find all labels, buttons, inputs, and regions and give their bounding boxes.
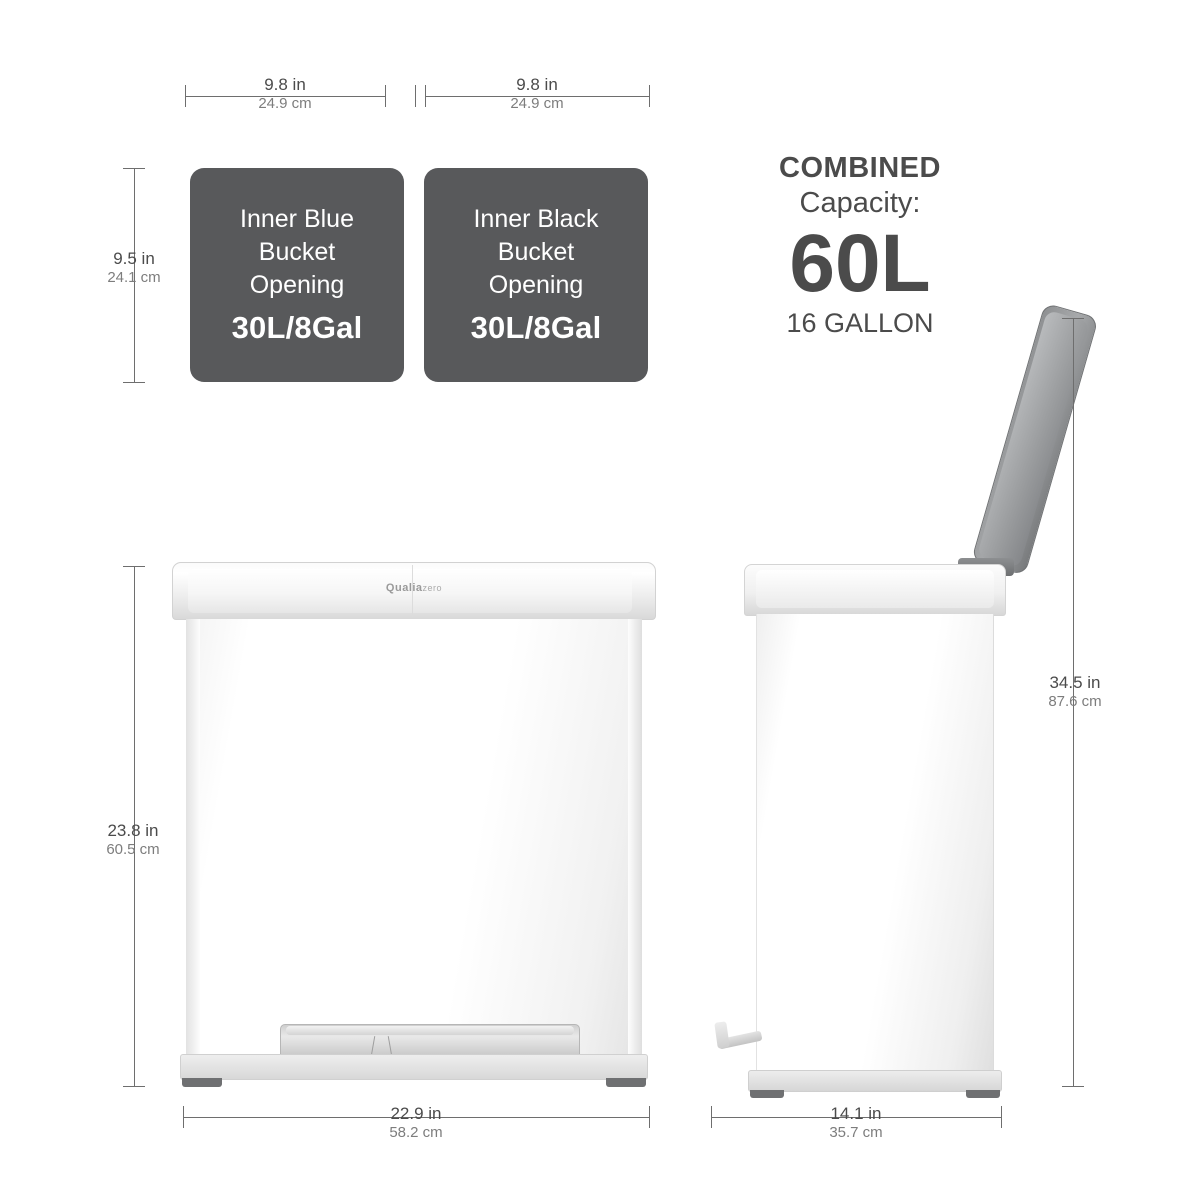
front-foot-right xyxy=(606,1078,646,1087)
side-top-rim-inner xyxy=(756,570,994,608)
side-foot-pedal xyxy=(714,1021,730,1048)
side-base xyxy=(748,1070,1002,1092)
side-body xyxy=(756,614,994,1074)
front-width-cap-right xyxy=(649,1106,650,1128)
opening-depth-inches: 9.5 in xyxy=(113,249,155,268)
front-width-label xyxy=(296,1103,536,1143)
inner-blue-bucket-card xyxy=(190,168,404,382)
opening-depth-cap-top xyxy=(123,168,145,169)
front-base xyxy=(180,1054,648,1080)
front-width-cap-left xyxy=(183,1106,184,1128)
front-height-cm: 60.5 cm xyxy=(106,841,160,859)
blue-card-capacity: 30L/8Gal xyxy=(231,309,363,345)
side-depth-cm: 35.7 cm xyxy=(829,1124,883,1142)
brand-logo xyxy=(168,582,660,594)
opening-depth-cap-bottom xyxy=(123,382,145,383)
top-divider-cap xyxy=(415,85,416,107)
side-foot-left xyxy=(750,1090,784,1098)
brand-suffix: zero xyxy=(422,583,443,593)
black-card-line1: Inner Black xyxy=(473,204,599,233)
front-height-cap-bottom xyxy=(123,1086,145,1087)
blue-card-line1: Inner Blue xyxy=(240,204,354,233)
front-width-cm: 58.2 cm xyxy=(389,1124,443,1142)
black-card-capacity: 30L/8Gal xyxy=(470,309,602,345)
blue-card-line3: Opening xyxy=(249,270,345,299)
side-height-cm: 87.6 cm xyxy=(1048,693,1102,711)
trash-can-side-view xyxy=(730,300,1060,1089)
combined-subheading: Capacity: xyxy=(799,187,921,219)
side-depth-cap-right xyxy=(1001,1106,1002,1128)
front-height-cap-top xyxy=(123,566,145,567)
top-right-dim-inches: 9.8 in xyxy=(516,75,558,94)
side-depth-label xyxy=(766,1103,946,1143)
inner-black-bucket-card xyxy=(424,168,648,382)
combined-liters: 60L xyxy=(789,218,931,309)
side-foot-right xyxy=(966,1090,1000,1098)
front-height-label xyxy=(90,820,176,860)
blue-card-line2: Bucket xyxy=(258,237,336,266)
top-left-dim-cm: 24.9 cm xyxy=(258,95,312,113)
side-depth-cap-left xyxy=(711,1106,712,1128)
brand-name: Qualia xyxy=(385,582,423,594)
side-height-cap-bottom xyxy=(1062,1086,1084,1087)
front-body-right-edge xyxy=(628,619,642,1056)
front-body-left-edge xyxy=(186,619,200,1056)
side-height-inches: 34.5 in xyxy=(1049,673,1101,692)
front-width-inches: 22.9 in xyxy=(390,1104,442,1123)
top-left-dim-inches: 9.8 in xyxy=(264,75,306,94)
opening-depth-label xyxy=(96,248,172,288)
top-right-dim-cm: 24.9 cm xyxy=(510,95,564,113)
front-foot-pedal-top xyxy=(286,1026,574,1035)
trash-can-front-view xyxy=(168,562,660,1089)
top-right-dim-cap-end xyxy=(649,85,650,107)
side-depth-inches: 14.1 in xyxy=(830,1104,882,1123)
combined-heading: COMBINED xyxy=(779,152,941,184)
top-left-dim-label xyxy=(185,74,385,114)
combined-gallons: 16 GALLON xyxy=(786,307,934,338)
side-height-cap-top xyxy=(1062,318,1084,319)
black-card-line2: Bucket xyxy=(497,237,575,266)
front-body xyxy=(186,619,642,1056)
top-right-dim-label xyxy=(425,74,649,114)
opening-depth-cm: 24.1 cm xyxy=(107,269,161,287)
side-height-label xyxy=(1030,672,1120,712)
top-left-dim-cap-end xyxy=(385,85,386,107)
black-card-line3: Opening xyxy=(488,270,584,299)
front-foot-left xyxy=(182,1078,222,1087)
front-height-inches: 23.8 in xyxy=(107,821,159,840)
